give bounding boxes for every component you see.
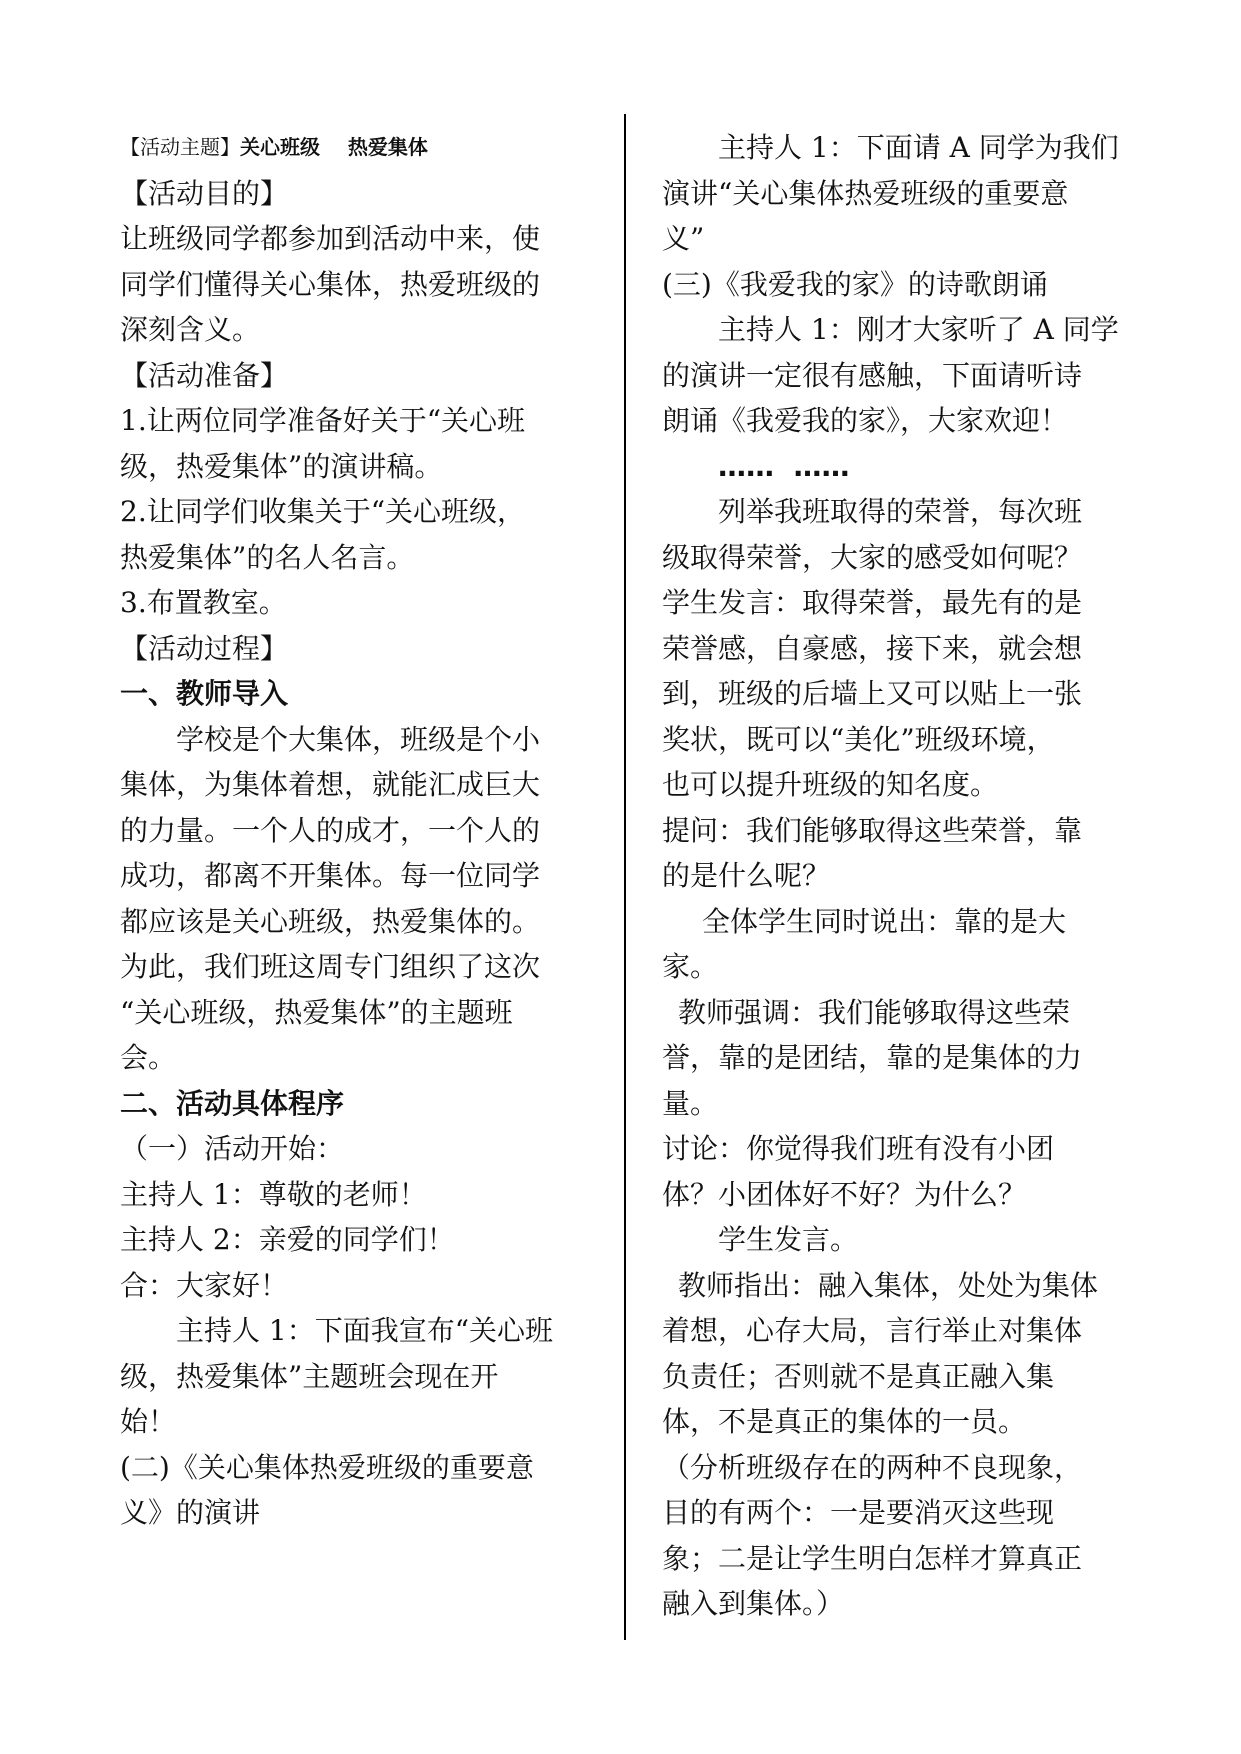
text-line: 演讲“关心集体热爱班级的重要意	[662, 176, 1069, 210]
text-line: 主持人 1：下面请 A 同学为我们	[718, 131, 1119, 164]
text-line: 量。	[662, 1086, 719, 1120]
text-line: （分析班级存在的两种不良现象，	[662, 1450, 1083, 1484]
text-line: 主持人 1：刚才大家听了 A 同学	[718, 313, 1119, 346]
text-line: 讨论：你觉得我们班有没有小团	[662, 1132, 1055, 1165]
right-column	[662, 125, 1132, 1627]
column-divider	[624, 114, 626, 1640]
text-line: 着想，心存大局，言行举止对集体	[662, 1314, 1083, 1347]
text-line: 的力量。一个人的成才，一个人的	[120, 813, 541, 847]
activity-topic	[120, 125, 590, 171]
text-line: 家。	[662, 950, 719, 983]
part-heading: 二、活动具体程序	[120, 1086, 345, 1120]
text-line: 集体，为集体着想，就能汇成巨大	[120, 768, 541, 801]
text-line: 为此，我们班这周专门组织了这次	[120, 950, 541, 983]
text-line: 体，不是真正的集体的一员。	[662, 1405, 1027, 1438]
text-line: 成功，都离不开集体。每一位同学	[120, 859, 541, 892]
text-line: 奖状，既可以“美化”班级环境，	[662, 722, 1055, 756]
text-line: 义》的演讲	[120, 1496, 261, 1529]
text-line: 负责任；否则就不是真正融入集	[662, 1359, 1055, 1393]
text-line: 让班级同学都参加到活动中来，使	[120, 222, 541, 255]
text-line: 义”	[662, 222, 705, 255]
text-line: 学校是个大集体，班级是个小	[176, 722, 541, 756]
text-line: “关心班级，热爱集体”的主题班	[120, 995, 513, 1029]
text-line: 誉，靠的是团结，靠的是集体的力	[662, 1041, 1083, 1074]
text-line: 教师指出：融入集体，处处为集体	[678, 1268, 1099, 1302]
text-line: 目的有两个：一是要消灭这些现	[662, 1496, 1055, 1529]
text-line: 主持人 2：亲爱的同学们！	[120, 1223, 455, 1256]
text-line: 融入到集体。）	[662, 1587, 845, 1620]
text-line: 学生发言。	[718, 1223, 859, 1256]
text-line: 同学们懂得关心集体，热爱班级的	[120, 267, 541, 301]
text-line: 始！	[120, 1405, 177, 1438]
text-line: 提问：我们能够取得这些荣誉，靠	[662, 813, 1083, 847]
text-line: 3.布置教室。	[120, 586, 287, 619]
text-line: 朗诵《我爱我的家》，大家欢迎！	[662, 404, 1069, 437]
text-line: 学生发言：取得荣誉，最先有的是	[662, 586, 1083, 619]
left-column	[120, 125, 590, 1536]
text-line: 荣誉感，自豪感，接下来，就会想	[662, 631, 1083, 665]
text-line: 体？小团体好不好？为什么？	[662, 1177, 1027, 1211]
text-line: (二)《关心集体热爱班级的重要意	[120, 1450, 534, 1484]
topic-label: 【活动主题】	[120, 135, 240, 159]
text-line: 1.让两位同学准备好关于“关心班	[120, 404, 526, 437]
text-line: 深刻含义。	[120, 313, 261, 346]
text-line: 象；二是让学生明白怎样才算真正	[662, 1541, 1083, 1575]
text-line: 全体学生同时说出：靠的是大	[702, 904, 1067, 938]
ellipsis-line: …… ……	[718, 449, 850, 483]
text-line: 合：大家好！	[120, 1268, 289, 1302]
part-heading: 一、教师导入	[120, 677, 289, 710]
text-line: 级，热爱集体”的演讲稿。	[120, 449, 443, 483]
text-line: 列举我班取得的荣誉，每次班	[718, 495, 1083, 528]
text-line: 到，班级的后墙上又可以贴上一张	[662, 677, 1083, 710]
text-line: 2.让同学们收集关于“关心班级，	[120, 495, 526, 528]
text-line: 的演讲一定很有感触，下面请听诗	[662, 358, 1083, 392]
text-line: 主持人 1：下面我宣布“关心班	[176, 1314, 554, 1347]
text-line: 也可以提升班级的知名度。	[662, 768, 999, 801]
section-heading: 【活动准备】	[120, 358, 289, 392]
topic-title: 关心班级 热爱集体	[240, 135, 428, 159]
text-line: 会。	[120, 1041, 177, 1074]
text-line: 的是什么呢？	[662, 859, 831, 892]
text-line: 主持人 1：尊敬的老师！	[120, 1177, 427, 1211]
text-line: 都应该是关心班级，热爱集体的。	[120, 904, 541, 938]
section-heading: 【活动目的】	[120, 176, 289, 210]
text-line: 级，热爱集体”主题班会现在开	[120, 1359, 499, 1393]
text-line: 教师强调：我们能够取得这些荣	[678, 995, 1071, 1029]
section-heading: 【活动过程】	[120, 631, 289, 665]
text-line: 级取得荣誉，大家的感受如何呢？	[662, 540, 1083, 574]
text-line: 热爱集体”的名人名言。	[120, 540, 415, 574]
text-line: (三)《我爱我的家》的诗歌朗诵	[662, 267, 1048, 301]
text-line: （一）活动开始：	[120, 1132, 345, 1165]
